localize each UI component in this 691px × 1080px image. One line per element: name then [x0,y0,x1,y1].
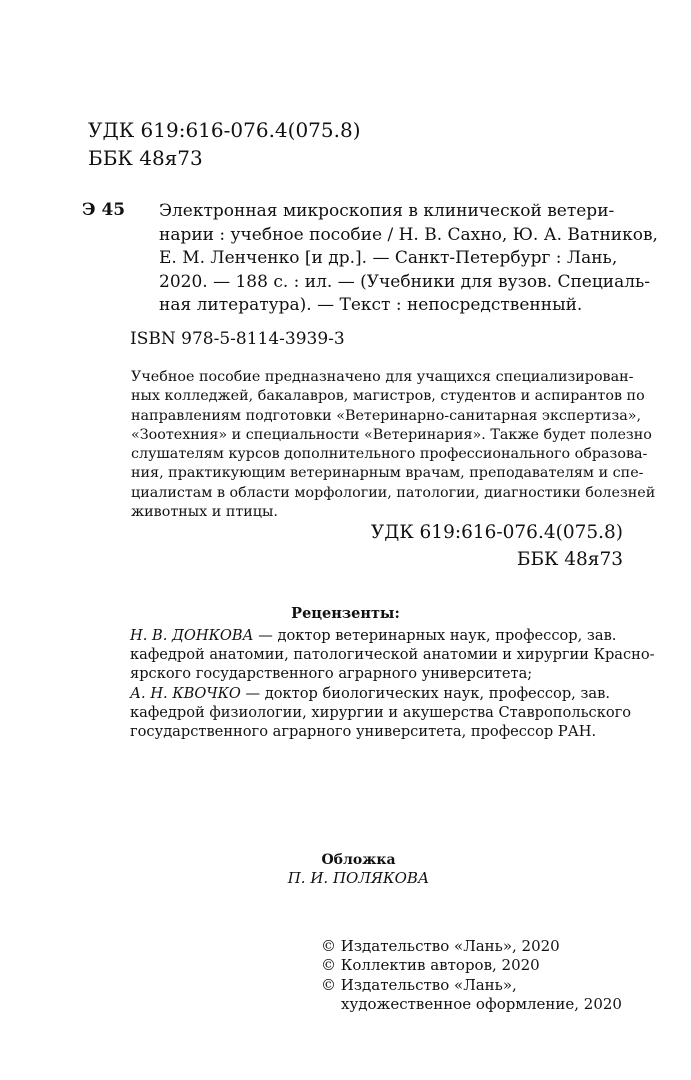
description-line: Электронная микроскопия в клинической ветери- [159,201,615,221]
annotation [131,368,655,522]
annotation-line: животных и птицы. [131,504,278,521]
reviewer-line [130,626,655,645]
annotation-line: циалистам в области морфологии, патологии, диагностики болезней [131,484,656,501]
cover-heading: Обложка [321,852,396,868]
reviewer-line: государственного аграрного университета, профессор РАН. [130,723,597,741]
isbn: ISBN 978-5-8114-3939-3 [130,329,345,349]
bbk-code: ББК 48я73 [88,146,203,170]
bibliographic-description [159,200,658,318]
description-line: ная литература). — Текст : непосредственный. [159,295,583,315]
udk-block-bottom [371,519,623,573]
description-line: Е. М. Ленченко [и др.]. — Санкт-Петербург : Лань, [159,248,618,268]
udk-code: УДК 619:616-076.4(075.8) [370,522,623,543]
udk-code: УДК 619:616-076.4(075.8) [88,118,361,142]
reviewer-line: кафедрой анатомии, патологической анатомии и хирургии Красно- [130,646,655,664]
reviewer-line [130,684,655,703]
reviewers-list [130,626,655,741]
bbk-code: ББК 48я73 [516,549,623,570]
copyright-line: © Издательство «Лань», [321,975,517,994]
reviewer-name: А. Н. КВОЧКО [130,684,241,702]
reviewer-title: — доктор биологических наук, профессор, зав. [240,684,610,702]
copyright-line: художественное оформление, 2020 [341,994,622,1013]
reviewer-line: ярского государственного аграрного университета; [130,665,533,683]
copyright-block [321,937,622,1014]
annotation-line: ных колледжей, бакалавров, магистров, студентов и аспирантов по [131,388,645,405]
annotation-line: слушателям курсов дополнительного профессионального образова- [131,446,648,463]
cover-designer: П. И. ПОЛЯКОВА [287,869,430,887]
annotation-line: «Зоотехния» и специальности «Ветеринария». Также будет полезно [131,426,652,443]
udk-block-top [88,116,361,172]
copyright-line: © Коллектив авторов, 2020 [321,956,540,975]
reviewer-name: Н. В. ДОНКОВА [130,627,254,644]
author-mark: Э 45 [82,200,126,220]
reviewer-title: — доктор ветеринарных наук, профессор, зав. [253,627,617,644]
description-line: нарии : учебное пособие / Н. В. Сахно, Ю. А. Ватников, [159,224,658,245]
copyright-line: © Издательство «Лань», 2020 [321,937,560,955]
annotation-line: Учебное пособие предназначено для учащихся специализирован- [131,369,634,385]
description-line: 2020. — 188 с. : ил. — (Учебники для вузов. Специаль- [159,271,651,292]
annotation-line: направлениям подготовки «Ветеринарно-санитарная экспертиза», [131,407,642,424]
reviewer-line: кафедрой физиологии, хирургии и акушерства Ставропольского [130,703,632,721]
reviewers-heading: Рецензенты: [291,605,400,622]
annotation-line: ния, практикующим ветеринарным врачам, преподавателям и спе- [131,465,644,482]
